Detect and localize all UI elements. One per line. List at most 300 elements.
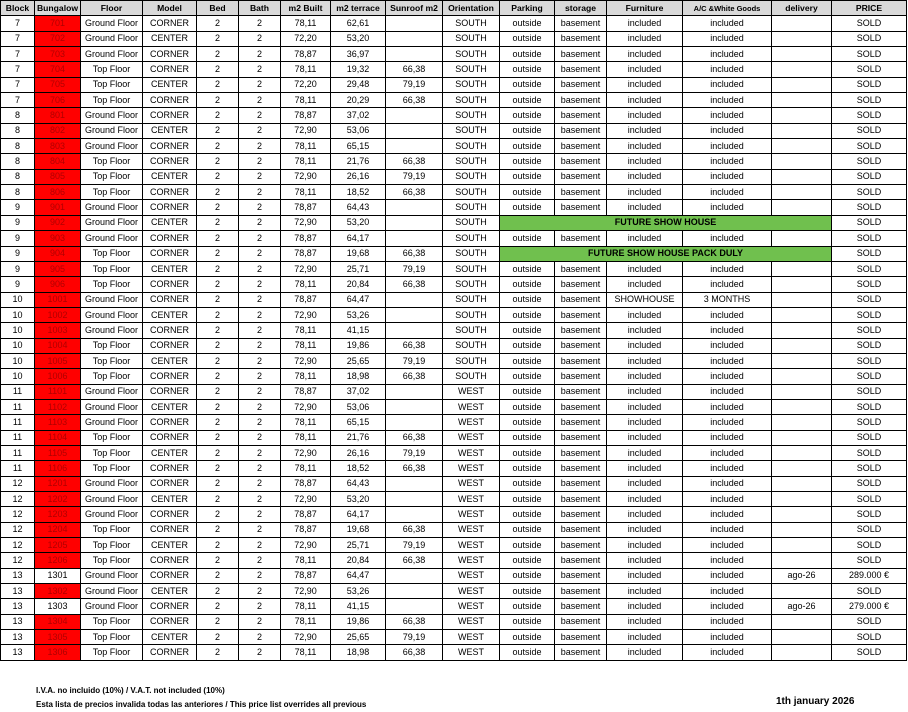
cell-m2-terrace: 18,98 [331,645,386,660]
cell-floor: Ground Floor [81,323,143,338]
cell-furniture: included [607,93,683,108]
cell-m2-built: 78,87 [281,384,331,399]
cell-bed: 2 [197,445,239,460]
cell-bath: 2 [239,476,281,491]
cell-parking: outside [500,630,555,645]
cell-delivery [772,384,832,399]
table-row [1,445,907,460]
cell-model: CORNER [143,62,197,77]
cell-block: 12 [1,507,35,522]
cell-price: SOLD [832,169,907,184]
cell-delivery [772,492,832,507]
cell-sunroof: 66,38 [386,645,443,660]
cell-bed: 2 [197,538,239,553]
cell-bed: 2 [197,568,239,583]
cell-orientation: WEST [443,538,500,553]
cell-block: 10 [1,323,35,338]
cell-bed: 2 [197,430,239,445]
cell-m2-terrace: 25,65 [331,630,386,645]
cell-m2-terrace: 53,06 [331,123,386,138]
cell-bungalow: 1202 [35,492,81,507]
cell-price: SOLD [832,307,907,322]
cell-orientation: SOUTH [443,338,500,353]
cell-model: CORNER [143,645,197,660]
cell-block: 12 [1,492,35,507]
cell-furniture: included [607,369,683,384]
header-storage: storage [555,1,607,16]
cell-parking: outside [500,584,555,599]
cell-floor: Top Floor [81,277,143,292]
cell-floor: Ground Floor [81,231,143,246]
cell-furniture: included [607,277,683,292]
cell-sunroof: 66,38 [386,277,443,292]
table-row [1,292,907,307]
cell-m2-terrace: 53,06 [331,399,386,414]
table-row [1,461,907,476]
cell-storage: basement [555,123,607,138]
cell-bungalow: 1002 [35,307,81,322]
cell-ac-white-goods: included [683,507,772,522]
cell-bungalow: 705 [35,77,81,92]
cell-price: SOLD [832,16,907,31]
cell-parking: outside [500,307,555,322]
cell-furniture: included [607,553,683,568]
cell-parking: outside [500,430,555,445]
cell-delivery [772,399,832,414]
cell-delivery [772,200,832,215]
table-row [1,108,907,123]
cell-storage: basement [555,261,607,276]
cell-delivery [772,277,832,292]
cell-model: CORNER [143,430,197,445]
cell-storage: basement [555,538,607,553]
cell-ac-white-goods: included [683,323,772,338]
cell-model: CENTER [143,353,197,368]
cell-sunroof [386,108,443,123]
cell-delivery [772,154,832,169]
cell-m2-built: 78,87 [281,108,331,123]
cell-floor: Top Floor [81,93,143,108]
cell-orientation: SOUTH [443,323,500,338]
cell-floor: Top Floor [81,62,143,77]
cell-m2-terrace: 64,47 [331,292,386,307]
cell-storage: basement [555,231,607,246]
cell-model: CENTER [143,261,197,276]
cell-bath: 2 [239,292,281,307]
cell-m2-built: 72,20 [281,31,331,46]
cell-floor: Ground Floor [81,292,143,307]
cell-block: 13 [1,568,35,583]
cell-bungalow: 806 [35,185,81,200]
cell-floor: Ground Floor [81,307,143,322]
cell-sunroof: 66,38 [386,369,443,384]
cell-parking: outside [500,292,555,307]
cell-sunroof: 66,38 [386,338,443,353]
table-row [1,645,907,660]
cell-storage: basement [555,445,607,460]
cell-m2-built: 78,11 [281,614,331,629]
cell-ac-white-goods: included [683,108,772,123]
cell-ac-white-goods: included [683,261,772,276]
cell-orientation: SOUTH [443,123,500,138]
cell-storage: basement [555,154,607,169]
cell-parking: outside [500,399,555,414]
cell-delivery [772,16,832,31]
price-list-date: 1th january 2026 [776,696,855,707]
cell-model: CORNER [143,16,197,31]
cell-block: 7 [1,16,35,31]
cell-block: 10 [1,353,35,368]
cell-m2-built: 72,90 [281,538,331,553]
cell-bath: 2 [239,215,281,230]
cell-bed: 2 [197,108,239,123]
table-row [1,492,907,507]
cell-m2-terrace: 19,68 [331,522,386,537]
cell-furniture: included [607,630,683,645]
cell-floor: Top Floor [81,169,143,184]
cell-bungalow: 704 [35,62,81,77]
cell-bed: 2 [197,461,239,476]
cell-bath: 2 [239,323,281,338]
cell-model: CORNER [143,338,197,353]
cell-model: CORNER [143,599,197,614]
cell-parking: outside [500,369,555,384]
cell-bungalow: 1302 [35,584,81,599]
cell-storage: basement [555,169,607,184]
cell-bath: 2 [239,31,281,46]
cell-sunroof: 66,38 [386,246,443,261]
cell-ac-white-goods: included [683,492,772,507]
cell-ac-white-goods: included [683,169,772,184]
cell-bungalow: 1101 [35,384,81,399]
cell-floor: Ground Floor [81,215,143,230]
cell-price: SOLD [832,123,907,138]
cell-parking: outside [500,77,555,92]
cell-delivery [772,445,832,460]
cell-bungalow: 803 [35,139,81,154]
cell-orientation: SOUTH [443,369,500,384]
cell-parking: outside [500,108,555,123]
cell-storage: basement [555,93,607,108]
table-row [1,261,907,276]
cell-m2-terrace: 64,17 [331,231,386,246]
cell-storage: basement [555,139,607,154]
footer-notes [36,684,366,712]
table-row [1,584,907,599]
cell-sunroof [386,47,443,62]
cell-ac-white-goods: 3 MONTHS [683,292,772,307]
cell-price: SOLD [832,77,907,92]
cell-orientation: WEST [443,507,500,522]
cell-m2-terrace: 18,98 [331,369,386,384]
cell-floor: Top Floor [81,154,143,169]
cell-bungalow: 1201 [35,476,81,491]
cell-ac-white-goods: included [683,445,772,460]
cell-bungalow: 901 [35,200,81,215]
header-floor: Floor [81,1,143,16]
cell-ac-white-goods: included [683,277,772,292]
cell-m2-built: 78,11 [281,430,331,445]
table-row [1,384,907,399]
cell-ac-white-goods: included [683,599,772,614]
cell-delivery [772,47,832,62]
cell-delivery [772,584,832,599]
cell-floor: Top Floor [81,369,143,384]
cell-orientation: SOUTH [443,277,500,292]
cell-price: SOLD [832,461,907,476]
cell-furniture: included [607,123,683,138]
cell-m2-built: 72,90 [281,353,331,368]
cell-floor: Top Floor [81,645,143,660]
cell-parking: outside [500,614,555,629]
cell-sunroof [386,292,443,307]
cell-block: 10 [1,369,35,384]
cell-block: 9 [1,246,35,261]
header-m2-terrace: m2 terrace [331,1,386,16]
cell-block: 13 [1,584,35,599]
cell-model: CENTER [143,538,197,553]
cell-parking: outside [500,200,555,215]
cell-m2-terrace: 26,16 [331,445,386,460]
cell-m2-terrace: 21,76 [331,430,386,445]
cell-block: 9 [1,200,35,215]
cell-m2-terrace: 53,20 [331,492,386,507]
cell-delivery [772,292,832,307]
cell-sunroof: 66,38 [386,461,443,476]
table-row [1,630,907,645]
cell-price: 289.000 € [832,568,907,583]
cell-m2-built: 78,87 [281,246,331,261]
cell-orientation: WEST [443,445,500,460]
cell-model: CENTER [143,77,197,92]
cell-sunroof [386,476,443,491]
cell-sunroof: 79,19 [386,261,443,276]
table-row [1,154,907,169]
cell-block: 11 [1,445,35,460]
cell-delivery [772,538,832,553]
table-row [1,139,907,154]
table-row [1,215,907,230]
table-row [1,77,907,92]
cell-block: 12 [1,476,35,491]
cell-model: CORNER [143,154,197,169]
cell-sunroof [386,139,443,154]
cell-bungalow: 1306 [35,645,81,660]
cell-m2-built: 78,11 [281,139,331,154]
cell-bath: 2 [239,430,281,445]
cell-orientation: SOUTH [443,246,500,261]
cell-ac-white-goods: included [683,369,772,384]
cell-block: 9 [1,215,35,230]
cell-furniture: included [607,476,683,491]
cell-model: CORNER [143,47,197,62]
cell-storage: basement [555,16,607,31]
cell-bungalow: 1104 [35,430,81,445]
cell-storage: basement [555,277,607,292]
cell-bed: 2 [197,307,239,322]
cell-bungalow: 702 [35,31,81,46]
cell-orientation: SOUTH [443,353,500,368]
table-row [1,231,907,246]
cell-ac-white-goods: included [683,307,772,322]
cell-floor: Top Floor [81,77,143,92]
cell-furniture: included [607,415,683,430]
cell-model: CENTER [143,169,197,184]
table-row [1,31,907,46]
cell-bath: 2 [239,277,281,292]
cell-delivery [772,522,832,537]
header-bungalow: Bungalow [35,1,81,16]
cell-delivery [772,645,832,660]
cell-m2-built: 78,87 [281,522,331,537]
cell-bed: 2 [197,31,239,46]
cell-bath: 2 [239,200,281,215]
cell-bed: 2 [197,231,239,246]
cell-price: SOLD [832,415,907,430]
cell-model: CENTER [143,307,197,322]
cell-block: 7 [1,93,35,108]
cell-ac-white-goods: included [683,384,772,399]
cell-model: CENTER [143,31,197,46]
cell-parking: outside [500,47,555,62]
cell-bath: 2 [239,568,281,583]
cell-bath: 2 [239,47,281,62]
cell-ac-white-goods: included [683,77,772,92]
table-row [1,353,907,368]
cell-bungalow: 1206 [35,553,81,568]
cell-model: CENTER [143,399,197,414]
cell-model: CORNER [143,231,197,246]
cell-bath: 2 [239,584,281,599]
cell-m2-built: 78,87 [281,231,331,246]
cell-m2-built: 78,87 [281,476,331,491]
table-row [1,323,907,338]
cell-floor: Top Floor [81,353,143,368]
cell-floor: Top Floor [81,185,143,200]
cell-furniture: included [607,599,683,614]
cell-m2-built: 72,90 [281,215,331,230]
cell-orientation: WEST [443,553,500,568]
cell-sunroof [386,215,443,230]
cell-block: 12 [1,553,35,568]
cell-block: 8 [1,169,35,184]
cell-bath: 2 [239,185,281,200]
cell-model: CORNER [143,553,197,568]
cell-delivery [772,353,832,368]
cell-parking: outside [500,93,555,108]
cell-furniture: included [607,323,683,338]
cell-price: SOLD [832,215,907,230]
cell-price: SOLD [832,507,907,522]
cell-block: 12 [1,538,35,553]
cell-m2-terrace: 64,17 [331,507,386,522]
cell-bungalow: 1004 [35,338,81,353]
cell-ac-white-goods: included [683,630,772,645]
cell-bed: 2 [197,522,239,537]
cell-storage: basement [555,369,607,384]
cell-bungalow: 906 [35,277,81,292]
table-row [1,47,907,62]
cell-bed: 2 [197,139,239,154]
cell-price: SOLD [832,185,907,200]
cell-storage: basement [555,307,607,322]
cell-parking: outside [500,461,555,476]
cell-sunroof: 66,38 [386,185,443,200]
cell-bungalow: 1304 [35,614,81,629]
cell-floor: Top Floor [81,630,143,645]
table-row [1,599,907,614]
cell-bath: 2 [239,231,281,246]
cell-bath: 2 [239,599,281,614]
cell-m2-built: 72,90 [281,630,331,645]
cell-bungalow: 905 [35,261,81,276]
header-row [1,1,907,16]
cell-m2-terrace: 37,02 [331,108,386,123]
cell-furniture: included [607,185,683,200]
table-row [1,246,907,261]
cell-model: CORNER [143,93,197,108]
cell-ac-white-goods: included [683,522,772,537]
cell-bed: 2 [197,353,239,368]
cell-bath: 2 [239,614,281,629]
cell-bed: 2 [197,630,239,645]
cell-m2-terrace: 41,15 [331,323,386,338]
cell-block: 12 [1,522,35,537]
banner-cell: FUTURE SHOW HOUSE [500,215,832,230]
cell-price: SOLD [832,614,907,629]
cell-m2-built: 78,11 [281,645,331,660]
cell-bath: 2 [239,522,281,537]
cell-ac-white-goods: included [683,614,772,629]
cell-orientation: SOUTH [443,108,500,123]
cell-block: 9 [1,261,35,276]
cell-delivery [772,415,832,430]
cell-delivery [772,31,832,46]
header-block: Block [1,1,35,16]
cell-bungalow: 904 [35,246,81,261]
cell-bath: 2 [239,399,281,414]
cell-delivery [772,553,832,568]
cell-furniture: included [607,614,683,629]
cell-model: CORNER [143,246,197,261]
cell-floor: Top Floor [81,614,143,629]
cell-furniture: included [607,584,683,599]
cell-price: SOLD [832,277,907,292]
table-row [1,93,907,108]
cell-sunroof: 79,19 [386,77,443,92]
cell-storage: basement [555,77,607,92]
cell-model: CORNER [143,415,197,430]
cell-floor: Ground Floor [81,31,143,46]
cell-block: 10 [1,307,35,322]
cell-parking: outside [500,568,555,583]
cell-floor: Ground Floor [81,507,143,522]
header-bed: Bed [197,1,239,16]
cell-price: SOLD [832,384,907,399]
cell-bungalow: 701 [35,16,81,31]
cell-bed: 2 [197,369,239,384]
cell-storage: basement [555,292,607,307]
cell-orientation: SOUTH [443,231,500,246]
cell-bungalow: 1005 [35,353,81,368]
cell-price: SOLD [832,292,907,307]
table-row [1,338,907,353]
cell-model: CENTER [143,445,197,460]
cell-m2-terrace: 18,52 [331,461,386,476]
cell-price: SOLD [832,261,907,276]
table-row [1,476,907,491]
cell-block: 13 [1,645,35,660]
